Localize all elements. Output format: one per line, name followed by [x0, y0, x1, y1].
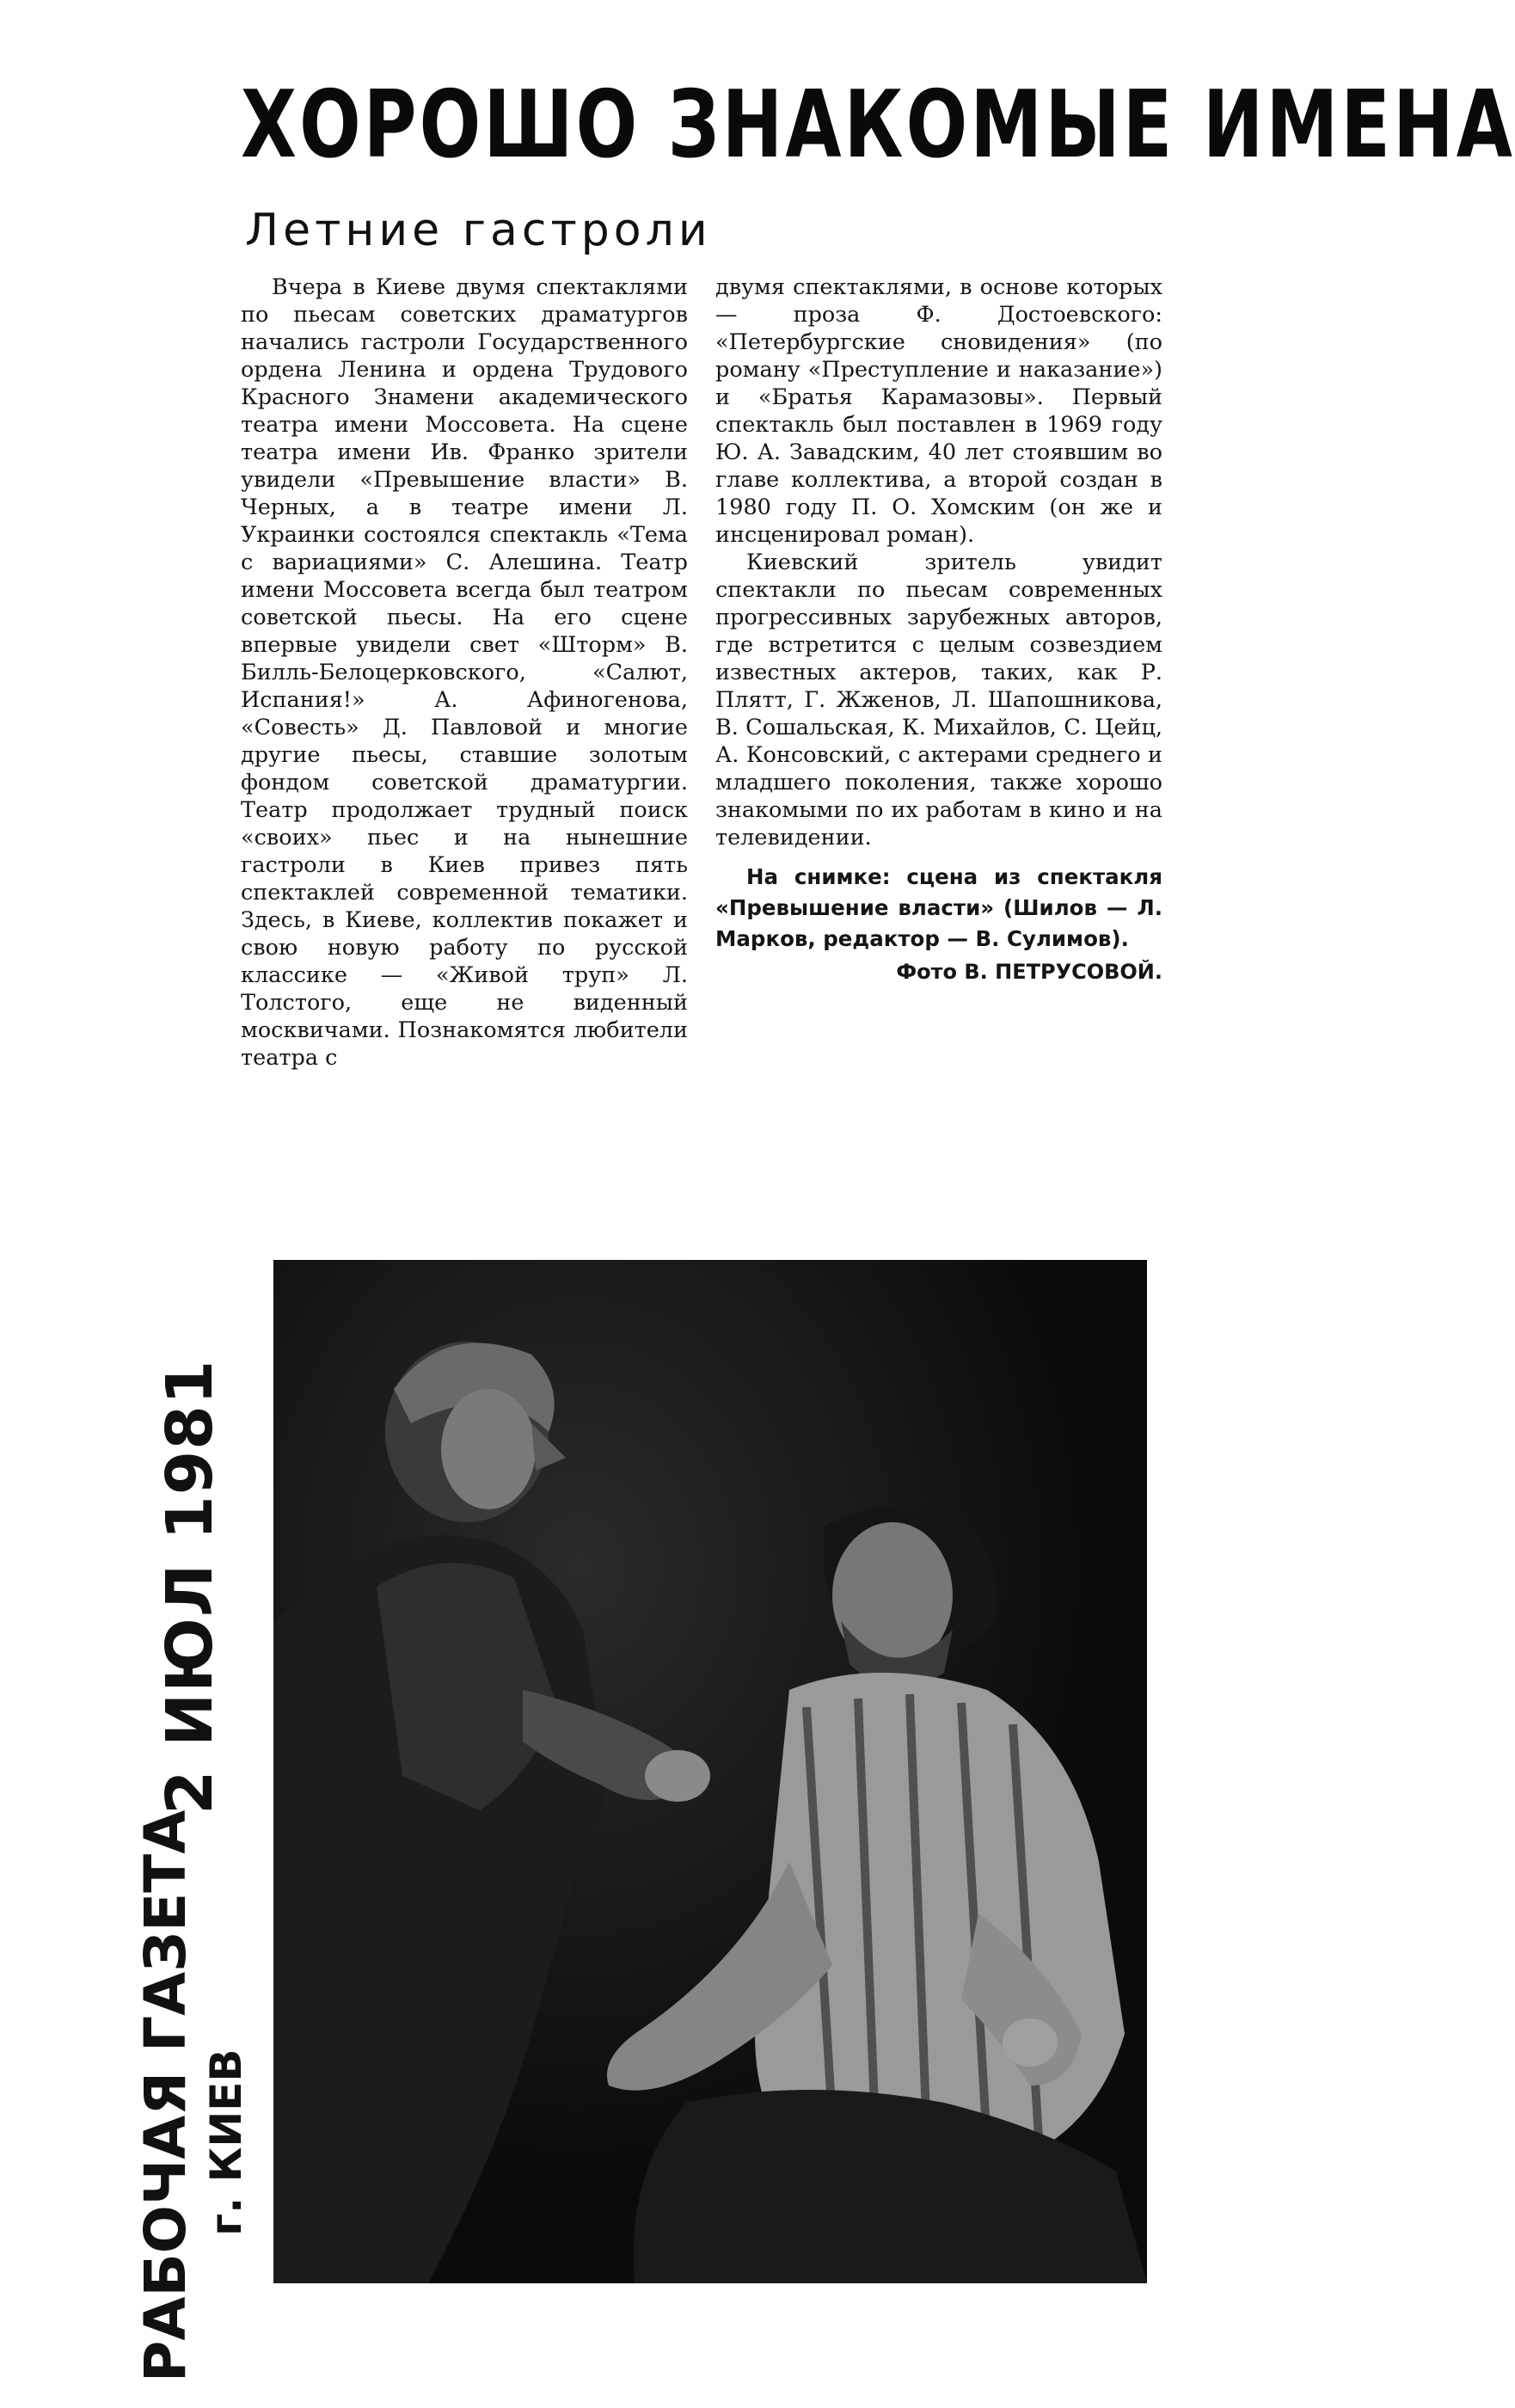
newspaper-stamp: РАБОЧАЯ ГАЗЕТА [132, 1809, 199, 2382]
date-stamp: 2 ИЮЛ 1981 [153, 1359, 227, 1815]
theater-scene-photo [273, 1260, 1147, 2283]
headline: ХОРОШО ЗНАКОМЫЕ ИМЕНА [241, 71, 1515, 179]
article-paragraph: Киевский зритель увидит спектакли по пьесам современных прогрессивных зарубежных авторов, где встретится с целым созвездием известных актеров, таких, как Р. Плятт, Г. Жженов, Л. Шапошникова, В. Сошальская, К. Михайлов, С. Цейц, А. Консовский, с актерами среднего и младшего поколения, также хорошо знакомыми по их работам в кино и на телевидении. [715, 550, 1162, 851]
photo-caption: На снимке: сцена из спектакля «Превышение власти» (Шилов — Л. Марков, редактор — В. Сулимов). [715, 864, 1162, 951]
article-column-1 [241, 273, 688, 1072]
article-column-2 [715, 273, 1162, 986]
subheadline: Летние гастроли [245, 205, 712, 256]
article-paragraph: двумя спектаклями, в основе которых — проза Ф. Достоевского: «Петербургские сновидения» (по роману «Преступление и наказание») и «Братья Карамазовы». Первый спектакль был поставлен в 1969 году Ю. А. Завадским, 40 лет стоявшим во главе коллектива, а второй создан в 1980 году П. О. Хомским (он же и инсценировал роман). [715, 274, 1162, 548]
city-stamp: г. КИЕВ [201, 2049, 251, 2236]
article-paragraph: Вчера в Киеве двумя спектаклями по пьесам советских драматургов начались гастроли Государственного ордена Ленина и ордена Трудового Красного Знамени академического театра имени Моссовета. На сцене театра имени Ив. Франко зрители увидели «Превышение власти» В. Черных, а в театре имени Л. Украинки состоялся спектакль «Тема с вариациями» С. Алешина. Театр имени Моссовета всегда был театром советской пьесы. На его сцене впервые увидели свет «Шторм» В. Билль-Белоцерковского, «Салют, Испания!» А. Афиногенова, «Совесть» Д. Павловой и многие другие пьесы, ставшие золотым фондом советской драматургии. Театр продолжает трудный поиск «своих» пьес и на нынешние гастроли в Киев привез пять спектаклей современной тематики. Здесь, в Киеве, коллектив покажет и свою новую работу по русской классике — «Живой труп» Л. Толстого, еще не виденный москвичами. Познакомятся любители театра с [241, 274, 688, 1071]
photo-illustration [273, 1260, 1147, 2283]
photo-credit: Фото В. ПЕТРУСОВОЙ. [896, 960, 1162, 984]
